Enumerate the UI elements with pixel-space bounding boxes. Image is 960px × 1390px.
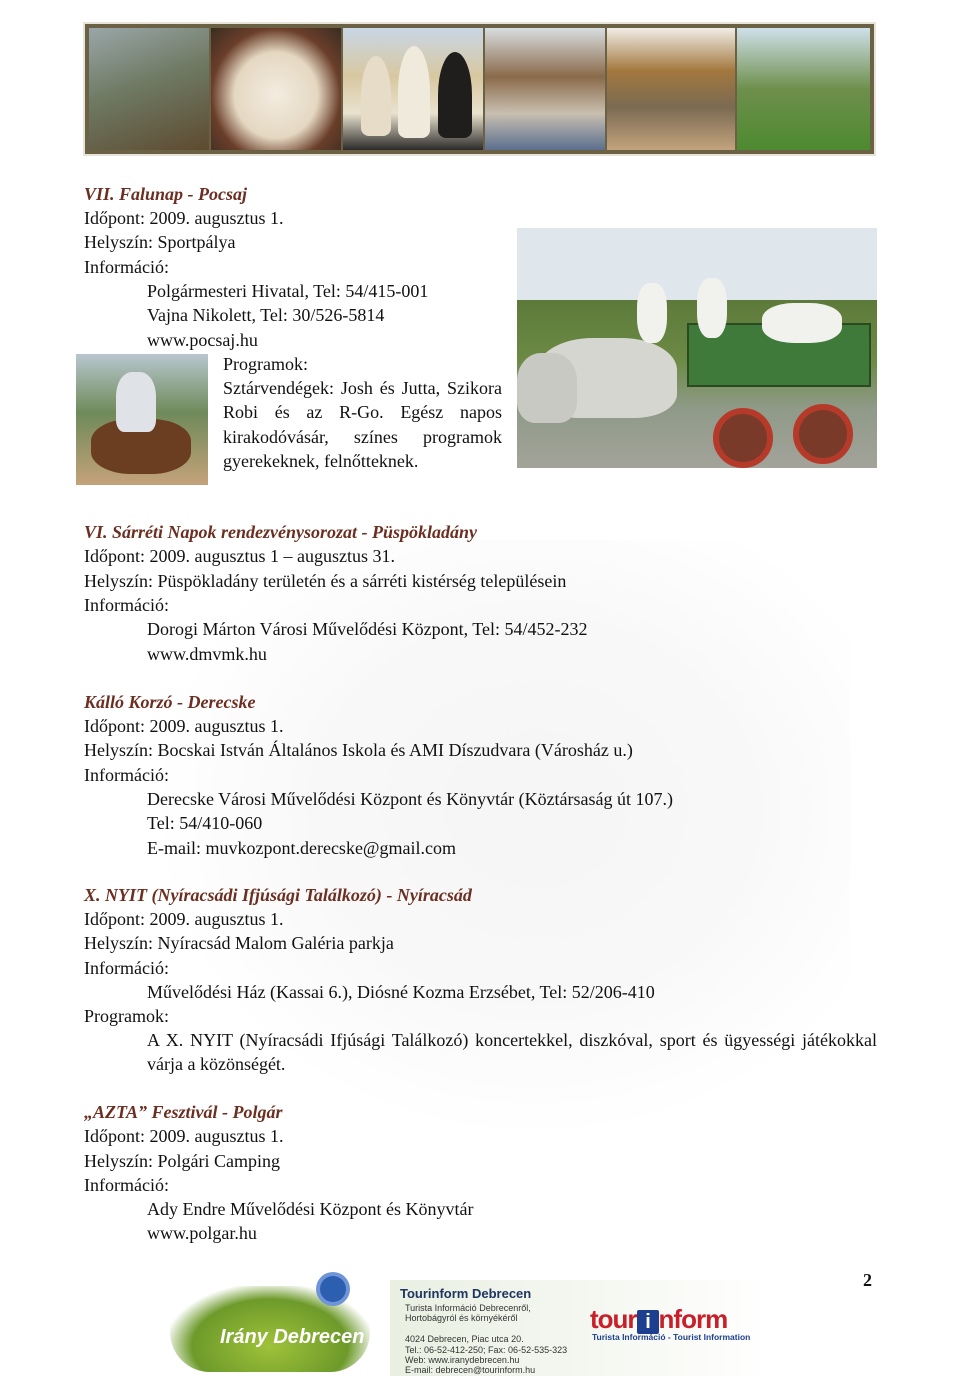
- tourinform-logo: tour i nform: [590, 1304, 728, 1334]
- event-program-label: Programok:: [223, 354, 308, 374]
- event-info-line: Derecske Városi Művelődési Központ és Könyvtár (Köztársaság út 107.): [147, 789, 674, 809]
- page-number: 2: [863, 1270, 872, 1290]
- event-title-derecske: Kálló Korzó - Derecske: [84, 692, 256, 712]
- event-location-pocsaj: Helyszín: Sportpálya: [84, 232, 236, 252]
- event-info-label: Információ:: [84, 765, 169, 785]
- event-program-text: A X. NYIT (Nyíracsádi Ifjúsági Találkozó) koncertekkel, diszkóval, sport és ügyességi játékokkal várja a közönségét.: [147, 1030, 877, 1075]
- event-location-polgar: Helyszín: Polgári Camping: [84, 1151, 280, 1171]
- banner-photo-figures: [343, 28, 483, 150]
- event-location-puspokladany: Helyszín: Püspökladány területén és a sárréti kistérség településein: [84, 571, 567, 591]
- event-location-derecske: Helyszín: Bocskai István Általános Iskola és AMI Díszudvara (Városház u.): [84, 740, 633, 760]
- tourinform-contact: Turista Információ Debrecenről, Hortobágyról és környékéről 4024 Debrecen, Piac utca 20. Tel.: 06-52-412-250; Fax: 06-52-535-323 Web: www.iranydebrecen.hu E-mail: debrecen@tourinform.hu: [405, 1303, 568, 1376]
- event-title-polgar: „AZTA” Fesztivál - Polgár: [84, 1102, 283, 1122]
- event-info-label: Információ:: [84, 595, 169, 615]
- event-info-link[interactable]: www.pocsaj.hu: [147, 330, 258, 350]
- event-title-puspokladany: VI. Sárréti Napok rendezvénysorozat - Püspökladány: [84, 522, 478, 542]
- event-info-link[interactable]: www.dmvmk.hu: [147, 644, 267, 664]
- event-date-puspokladany: Időpont: 2009. augusztus 1 – augusztus 31.: [84, 546, 395, 566]
- event-info-label: Információ:: [84, 1175, 169, 1195]
- irany-debrecen-logo-text: Irány Debrecen: [220, 1326, 365, 1348]
- event-date-nyiracsad: Időpont: 2009. augusztus 1.: [84, 909, 284, 929]
- photo-horse-cart: [517, 228, 877, 468]
- event-location-nyiracsad: Helyszín: Nyíracsád Malom Galéria parkja: [84, 933, 394, 953]
- event-info-line: Polgármesteri Hivatal, Tel: 54/415-001: [147, 281, 429, 301]
- event-date-pocsaj: Időpont: 2009. augusztus 1.: [84, 208, 284, 228]
- event-info-line: Ady Endre Művelődési Központ és Könyvtár: [147, 1199, 474, 1219]
- event-info-line: Tel: 54/410-060: [147, 813, 263, 833]
- event-info-label: Információ:: [84, 257, 169, 277]
- event-program-label: Programok:: [84, 1006, 169, 1026]
- header-photo-banner: [83, 22, 876, 156]
- event-date-derecske: Időpont: 2009. augusztus 1.: [84, 716, 284, 736]
- flower-icon: [320, 1276, 346, 1302]
- banner-photo-house: [607, 28, 735, 150]
- banner-photo-dancers: [737, 28, 870, 150]
- tourinform-name: Tourinform Debrecen: [400, 1286, 532, 1301]
- banner-photo-fence: [89, 28, 209, 150]
- footer-advert: [160, 1268, 770, 1380]
- event-info-link[interactable]: www.polgar.hu: [147, 1223, 257, 1243]
- banner-photo-crowd: [485, 28, 605, 150]
- event-date-polgar: Időpont: 2009. augusztus 1.: [84, 1126, 284, 1146]
- event-info-line: Dorogi Márton Városi Művelődési Központ, Tel: 54/452-232: [147, 619, 588, 639]
- event-title-pocsaj: VII. Falunap - Pocsaj: [84, 184, 248, 204]
- info-i-icon: i: [637, 1310, 659, 1334]
- event-info-label: Információ:: [84, 958, 169, 978]
- event-info-line: Művelődési Ház (Kassai 6.), Diósné Kozma Erzsébet, Tel: 52/206-410: [147, 982, 655, 1002]
- banner-photo-bread: [211, 28, 341, 150]
- event-info-email[interactable]: E-mail: muvkozpont.derecske@gmail.com: [147, 838, 456, 858]
- photo-child-horse-rider: [76, 354, 208, 485]
- tourinform-tagline: Turista Információ - Tourist Information: [592, 1332, 751, 1342]
- event-title-nyiracsad: X. NYIT (Nyíracsádi Ifjúsági Találkozó) - Nyíracsád: [84, 885, 472, 905]
- event-program-text: Sztárvendégek: Josh és Jutta, Szikora Robi és az R-Go. Egész napos kirakodóvásár, színes programok gyerekeknek, felnőtteknek.: [223, 378, 502, 472]
- event-info-line: Vajna Nikolett, Tel: 30/526-5814: [147, 305, 385, 325]
